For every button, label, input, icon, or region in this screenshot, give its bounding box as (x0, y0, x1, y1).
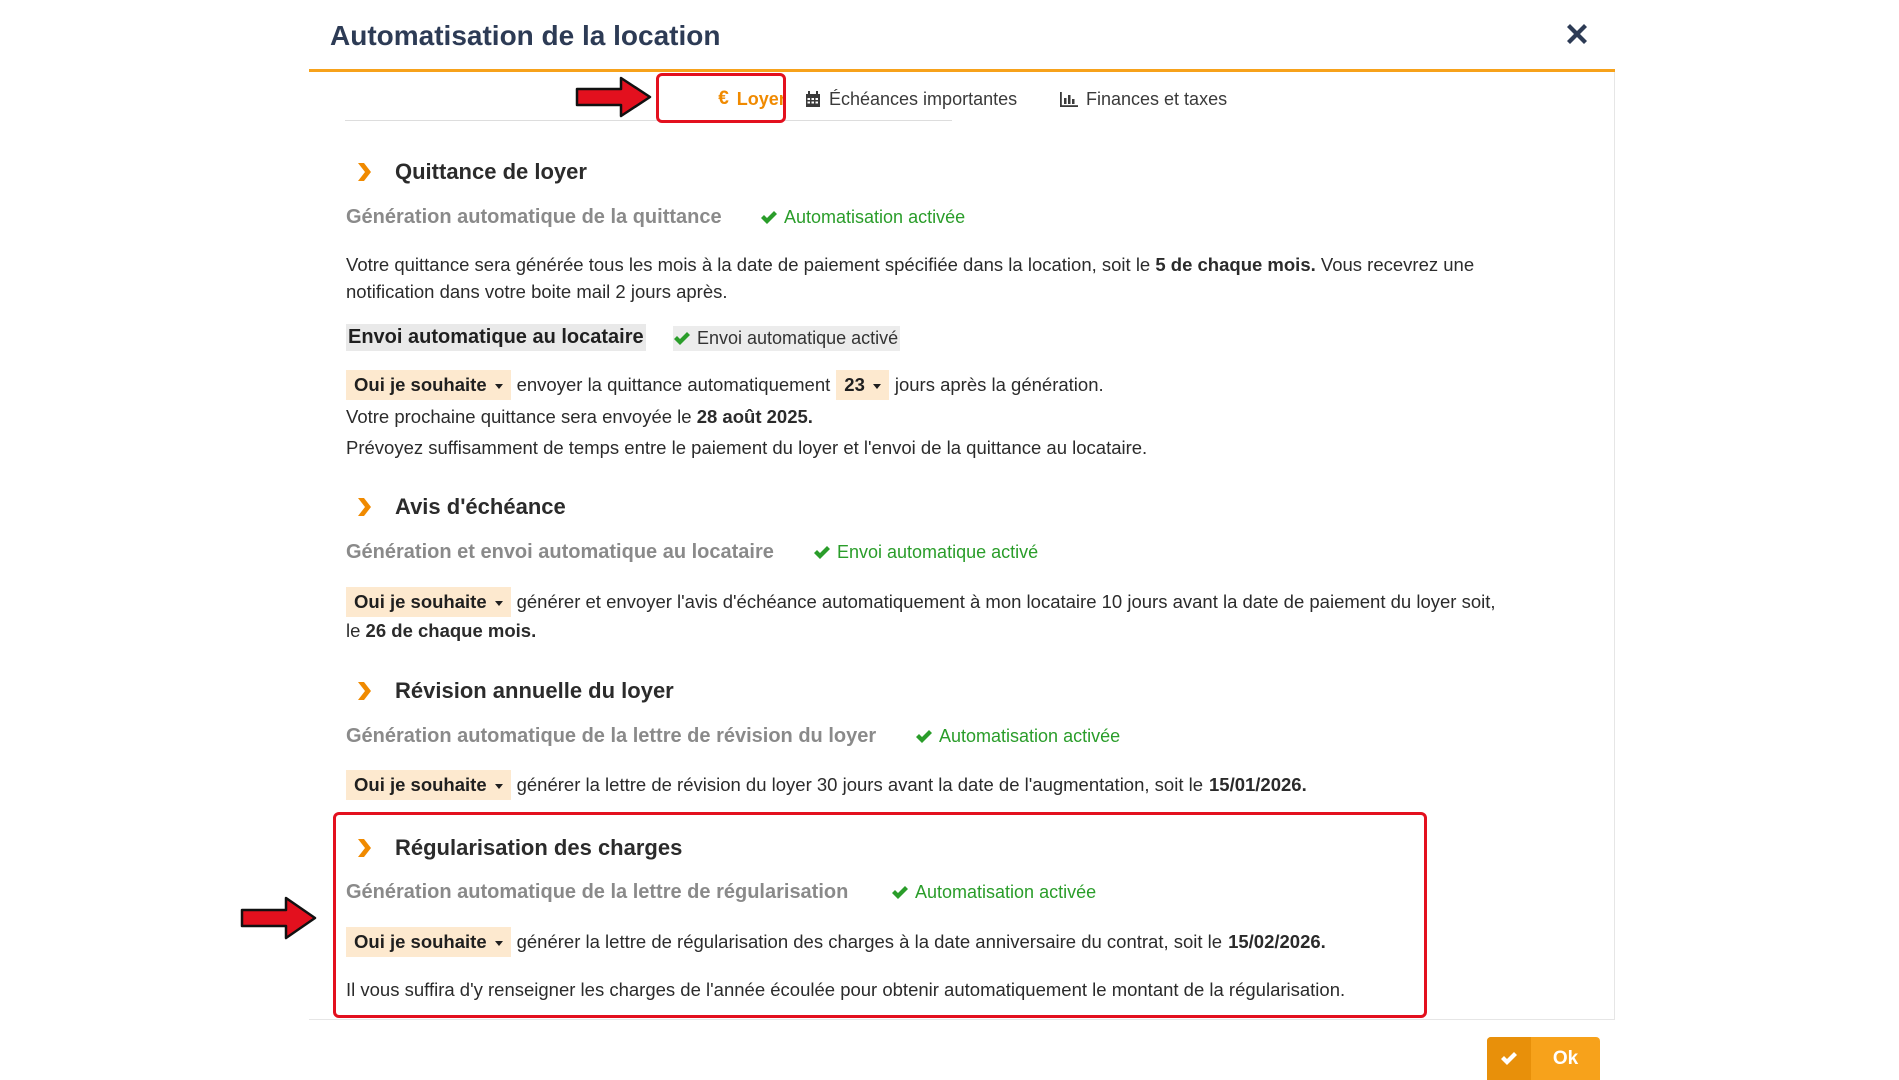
row-date: 15/02/2026. (1228, 931, 1326, 952)
row-text: jours après la génération. (894, 374, 1104, 395)
dropdown-value: Oui je souhaite (354, 591, 487, 612)
row-text: envoyer la quittance automatiquement (516, 374, 831, 395)
caret-down-icon (495, 941, 503, 946)
envoi-label: Envoi automatique au locataire (346, 324, 646, 351)
quittance-send-row (346, 370, 1104, 400)
section-avis-title[interactable] (355, 494, 566, 520)
calendar-icon (805, 91, 821, 108)
modal-title: Automatisation de la location (330, 20, 721, 51)
caret-down-icon (495, 384, 503, 389)
chevron-right-icon (355, 837, 373, 859)
dropdown-value: Oui je souhaite (354, 931, 487, 952)
row-date: 15/01/2026. (1209, 774, 1307, 795)
status-text: Automatisation activée (939, 726, 1121, 746)
section-regularisation-title[interactable] (355, 835, 682, 861)
annotation-arrow-icon (575, 75, 653, 119)
dropdown-value: 23 (844, 374, 865, 395)
chevron-right-icon (355, 680, 373, 702)
tab-echeances[interactable] (805, 77, 1017, 121)
description-text: Vous recevrez une (1320, 254, 1475, 275)
status-text: Automatisation activée (784, 207, 966, 227)
dropdown-value: Oui je souhaite (354, 774, 487, 795)
annotation-arrow-icon (240, 895, 318, 941)
row-text: générer et envoyer l'avis d'échéance automatiquement à mon locataire 10 jours avant la date de paiement du loyer soit, (516, 591, 1496, 612)
check-icon (813, 545, 831, 561)
status-badge (915, 726, 1120, 747)
ok-button[interactable] (1487, 1037, 1600, 1080)
tab-label: Loyer (736, 88, 786, 109)
description-text: notification dans votre boite mail 2 jours après. (346, 281, 728, 302)
status-badge (813, 542, 1038, 563)
quittance-description (346, 251, 1606, 305)
avis-line2 (346, 617, 536, 644)
avis-row (346, 587, 1496, 617)
description-bold: 5 de chaque mois. (1155, 254, 1316, 275)
next-quittance-line (346, 403, 813, 430)
regularisation-row (346, 927, 1326, 957)
choice-dropdown[interactable] (346, 927, 511, 957)
check-icon (915, 729, 933, 745)
bar-chart-icon (1060, 92, 1078, 107)
section-revision-title[interactable] (355, 678, 674, 704)
line-text: le (346, 620, 361, 641)
advice-text: Prévoyez suffisamment de temps entre le paiement du loyer et l'envoi de la quittance au locataire. (346, 437, 1148, 458)
description-text: Votre quittance sera générée tous les mois à la date de paiement spécifiée dans la location, soit le (346, 254, 1151, 275)
chevron-right-icon (355, 161, 373, 183)
caret-down-icon (495, 601, 503, 606)
row-text: générer la lettre de révision du loyer 30 jours avant la date de l'augmentation, soit le (516, 774, 1203, 795)
tab-finances[interactable] (1060, 77, 1227, 121)
check-icon (891, 885, 909, 901)
check-icon (673, 331, 691, 347)
check-icon (760, 210, 778, 226)
section-title-text: Révision annuelle du loyer (395, 678, 674, 703)
generation-label: Génération automatique de la lettre de révision du loyer (346, 725, 877, 747)
status-text: Envoi automatique activé (837, 542, 1039, 562)
revision-row (346, 770, 1307, 800)
chevron-right-icon (355, 496, 373, 518)
section-title-text: Quittance de loyer (395, 159, 587, 184)
tab-highlight-box (656, 73, 786, 123)
line-bold: 26 de chaque mois. (365, 620, 537, 641)
next-text: Votre prochaine quittance sera envoyée le (346, 406, 692, 427)
ok-label: Ok (1552, 1047, 1579, 1069)
generation-label: Génération et envoi automatique au locataire (346, 541, 774, 563)
status-text: Automatisation activée (915, 882, 1097, 902)
modal-header (309, 0, 1615, 72)
section-quittance-title[interactable] (355, 159, 587, 185)
status-badge (673, 326, 900, 351)
next-date: 28 août 2025. (696, 406, 813, 427)
generation-label: Génération automatique de la quittance (346, 206, 722, 228)
choice-dropdown[interactable] (346, 370, 511, 400)
choice-dropdown[interactable] (346, 587, 511, 617)
dropdown-value: Oui je souhaite (354, 374, 487, 395)
close-icon (1561, 18, 1593, 50)
choice-dropdown[interactable] (346, 770, 511, 800)
check-icon (1487, 1037, 1531, 1080)
caret-down-icon (873, 384, 881, 389)
tab-label: Finances et taxes (1086, 88, 1228, 109)
regularisation-note: Il vous suffira d'y renseigner les charges de l'année écoulée pour obtenir automatiquement le montant de la régularisation. (346, 979, 1346, 1000)
section-title-text: Régularisation des charges (395, 835, 683, 860)
status-badge (760, 207, 965, 228)
row-text: générer la lettre de régularisation des charges à la date anniversaire du contrat, soit le (516, 931, 1223, 952)
euro-icon: € (718, 88, 729, 109)
close-button[interactable] (1561, 18, 1593, 50)
days-dropdown[interactable] (836, 370, 889, 400)
status-badge (891, 882, 1096, 903)
caret-down-icon (495, 784, 503, 789)
section-title-text: Avis d'échéance (395, 494, 566, 519)
generation-label: Génération automatique de la lettre de régularisation (346, 881, 849, 903)
status-text: Envoi automatique activé (697, 328, 899, 348)
tab-label: Échéances importantes (829, 88, 1018, 109)
